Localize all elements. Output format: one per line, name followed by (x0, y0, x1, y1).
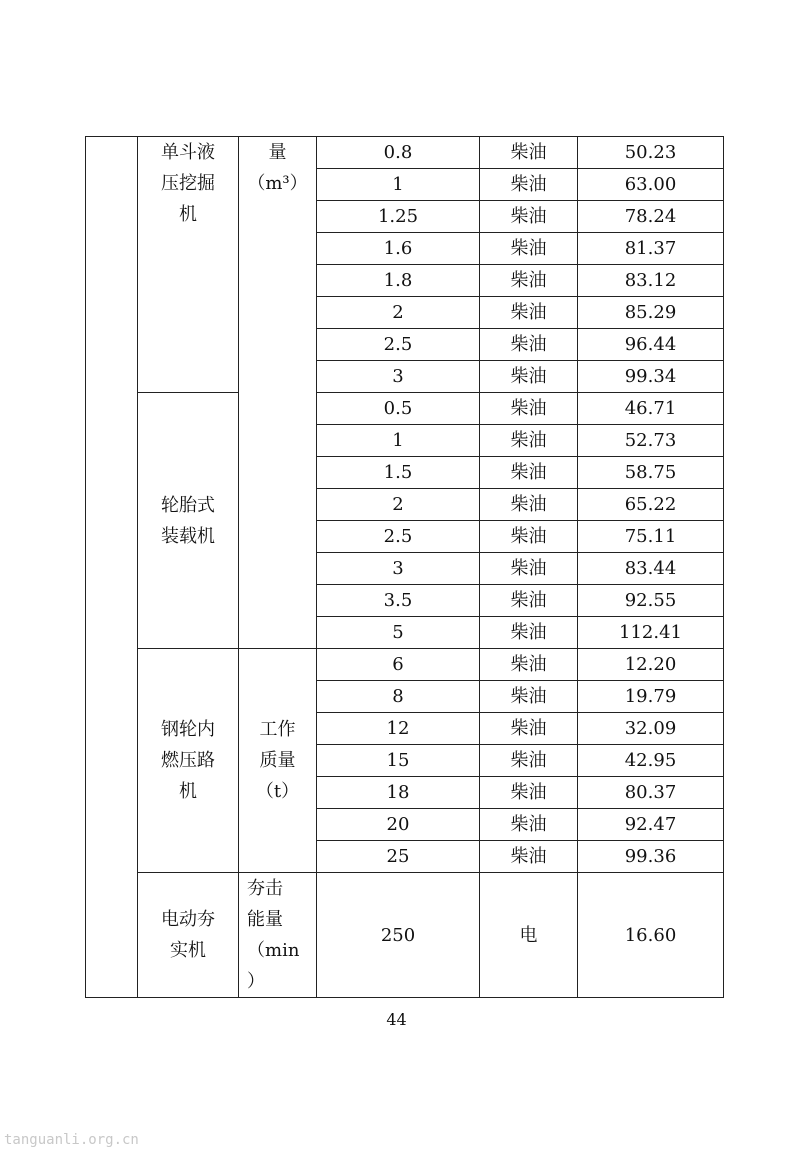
spec-cell: 250 (317, 873, 480, 998)
equipment-name-loader (138, 393, 239, 649)
name-line: 机 (179, 781, 197, 802)
spec-cell: 18 (317, 777, 480, 809)
spec-cell: 20 (317, 809, 480, 841)
param-cell-ramming-energy (239, 873, 317, 998)
watermark: tanguanli.org.cn (4, 1132, 139, 1148)
value-cell: 52.73 (578, 425, 724, 457)
fuel-cell: 柴油 (480, 361, 578, 393)
param-line: 工作 (259, 719, 296, 740)
spec-cell: 1.6 (317, 233, 480, 265)
param-line: 夯击 (247, 878, 283, 899)
fuel-cell: 柴油 (480, 393, 578, 425)
value-cell: 92.55 (578, 585, 724, 617)
table-row (86, 393, 724, 425)
fuel-cell: 柴油 (480, 425, 578, 457)
param-cell-working-mass (239, 649, 317, 873)
spec-cell: 1.5 (317, 457, 480, 489)
spec-cell: 1 (317, 169, 480, 201)
fuel-cell: 柴油 (480, 841, 578, 873)
spec-cell: 6 (317, 649, 480, 681)
table-row (86, 137, 724, 169)
name-line: 电动夯 (161, 909, 215, 930)
value-cell: 78.24 (578, 201, 724, 233)
param-line: ） (247, 971, 265, 992)
spec-cell: 5 (317, 617, 480, 649)
name-line: 机 (179, 204, 197, 225)
spec-cell: 1.25 (317, 201, 480, 233)
spec-cell: 12 (317, 713, 480, 745)
spec-cell: 8 (317, 681, 480, 713)
fuel-cell: 柴油 (480, 297, 578, 329)
spec-cell: 1.8 (317, 265, 480, 297)
value-cell: 85.29 (578, 297, 724, 329)
spec-cell: 2.5 (317, 521, 480, 553)
name-line: 实机 (170, 940, 206, 961)
fuel-cell: 柴油 (480, 457, 578, 489)
value-cell: 12.20 (578, 649, 724, 681)
value-cell: 46.71 (578, 393, 724, 425)
fuel-cell: 柴油 (480, 713, 578, 745)
value-cell: 112.41 (578, 617, 724, 649)
name-line: 钢轮内 (161, 719, 215, 740)
value-cell: 80.37 (578, 777, 724, 809)
spec-cell: 3 (317, 361, 480, 393)
category-cell (86, 137, 138, 998)
value-cell: 92.47 (578, 809, 724, 841)
value-cell: 83.12 (578, 265, 724, 297)
param-line: 量 (268, 142, 287, 163)
value-cell: 50.23 (578, 137, 724, 169)
name-line: 装载机 (161, 525, 215, 547)
value-cell: 81.37 (578, 233, 724, 265)
page-number: 44 (386, 1010, 407, 1029)
value-cell: 96.44 (578, 329, 724, 361)
param-line: （t） (255, 781, 300, 802)
equipment-name-roller (138, 649, 239, 873)
spec-cell: 3.5 (317, 585, 480, 617)
value-cell: 75.11 (578, 521, 724, 553)
equipment-name-rammer (138, 873, 239, 998)
fuel-cell: 柴油 (480, 617, 578, 649)
table-row (86, 873, 724, 998)
fuel-cell: 柴油 (480, 649, 578, 681)
equipment-name-excavator (138, 137, 239, 393)
equipment-table (85, 136, 724, 998)
fuel-cell: 柴油 (480, 489, 578, 521)
value-cell: 63.00 (578, 169, 724, 201)
name-line: 压挖掘 (161, 173, 215, 194)
param-line: （min (247, 940, 300, 961)
name-line: 燃压路 (161, 750, 215, 771)
spec-cell: 25 (317, 841, 480, 873)
fuel-cell: 柴油 (480, 809, 578, 841)
value-cell: 83.44 (578, 553, 724, 585)
param-line: 质量 (259, 750, 296, 771)
fuel-cell: 柴油 (480, 201, 578, 233)
fuel-cell: 柴油 (480, 777, 578, 809)
fuel-cell: 柴油 (480, 521, 578, 553)
fuel-cell: 柴油 (480, 745, 578, 777)
fuel-cell: 柴油 (480, 233, 578, 265)
fuel-cell: 柴油 (480, 137, 578, 169)
table-row (86, 649, 724, 681)
equipment-table-container (85, 136, 723, 998)
fuel-cell: 柴油 (480, 681, 578, 713)
fuel-cell: 柴油 (480, 553, 578, 585)
fuel-cell: 柴油 (480, 585, 578, 617)
value-cell: 42.95 (578, 745, 724, 777)
name-line: 单斗液 (161, 142, 215, 163)
spec-cell: 1 (317, 425, 480, 457)
spec-cell: 15 (317, 745, 480, 777)
param-cell-bucket-capacity (239, 137, 317, 649)
value-cell: 32.09 (578, 713, 724, 745)
name-line: 轮胎式 (161, 494, 215, 516)
param-line: 能量 (247, 909, 283, 930)
fuel-cell: 柴油 (480, 329, 578, 361)
spec-cell: 3 (317, 553, 480, 585)
spec-cell: 2 (317, 297, 480, 329)
spec-cell: 0.8 (317, 137, 480, 169)
value-cell: 65.22 (578, 489, 724, 521)
value-cell: 99.34 (578, 361, 724, 393)
spec-cell: 0.5 (317, 393, 480, 425)
value-cell: 16.60 (578, 873, 724, 998)
value-cell: 99.36 (578, 841, 724, 873)
spec-cell: 2 (317, 489, 480, 521)
value-cell: 19.79 (578, 681, 724, 713)
fuel-cell: 柴油 (480, 265, 578, 297)
fuel-cell: 电 (480, 873, 578, 998)
spec-cell: 2.5 (317, 329, 480, 361)
fuel-cell: 柴油 (480, 169, 578, 201)
value-cell: 58.75 (578, 457, 724, 489)
param-line: （m³） (247, 173, 308, 194)
